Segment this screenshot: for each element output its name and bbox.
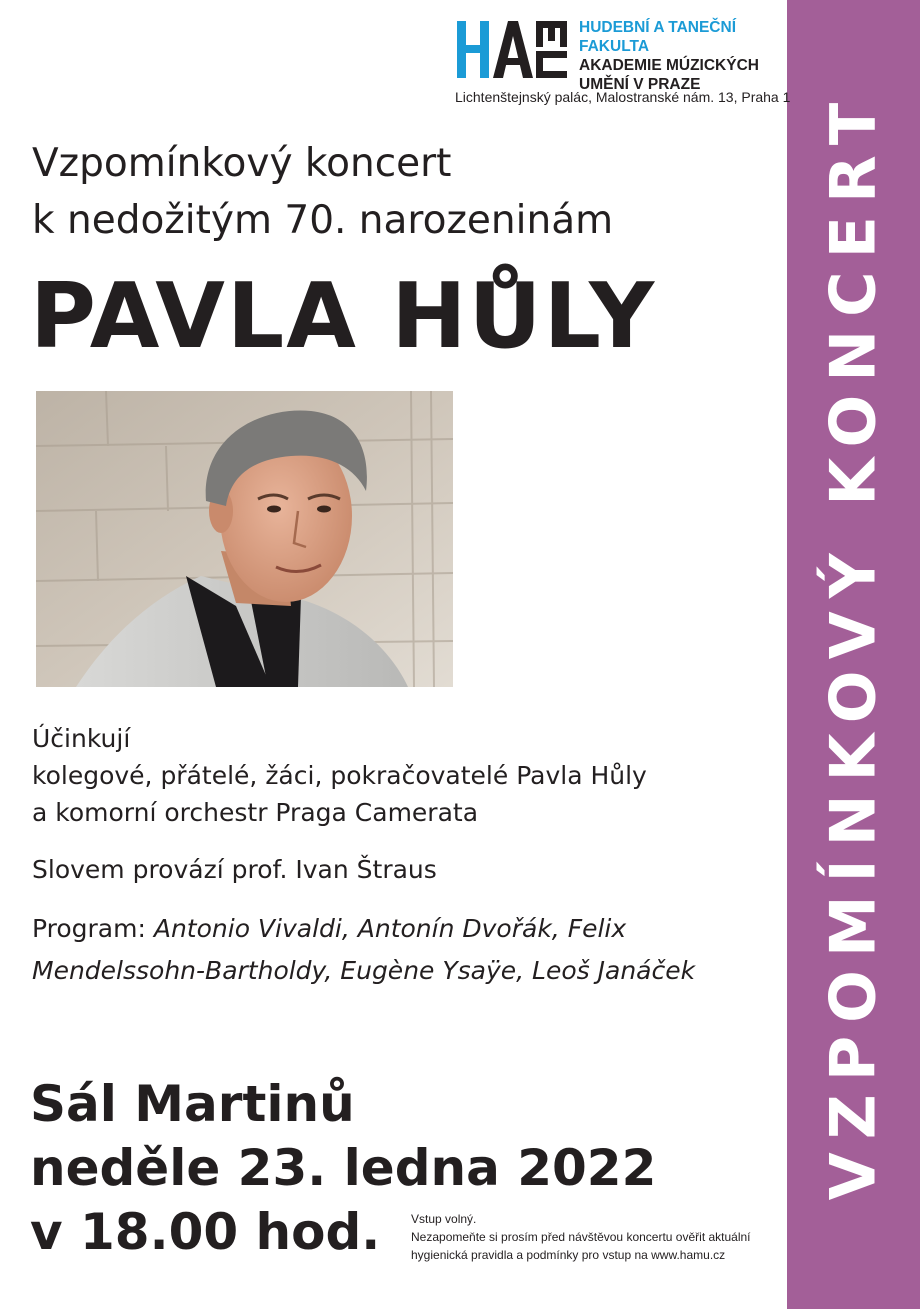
sidebar-title: VZPOMÍNKOVÝ KONCERT <box>816 89 890 1201</box>
honoree-name: PAVLA HŮLY <box>30 264 657 369</box>
hamu-logo <box>457 18 779 93</box>
faculty-line: UMĚNÍ V PRAZE <box>579 76 701 93</box>
concert-date: neděle 23. ledna 2022 <box>30 1139 657 1197</box>
note-line: Vstup volný. <box>411 1212 477 1226</box>
program-block <box>32 908 772 992</box>
performers-line: kolegové, přátelé, žáci, pokračovatelé Pavla Hůly <box>32 761 647 790</box>
subtitle-line: k nedožitým 70. narozeninám <box>32 198 614 243</box>
venue-address: Lichtenštejnský palác, Malostranské nám. 13, Praha 1 <box>455 89 791 105</box>
performers-line: a komorní orchestr Praga Camerata <box>32 798 479 827</box>
program-composers: Antonio Vivaldi, Antonín Dvořák, Felix Mendelssohn-Bartholdy, Eugène Ysaÿe, Leoš Janáček <box>32 914 696 985</box>
program-label: Program: <box>32 914 154 943</box>
performers-heading: Účinkují <box>32 724 131 753</box>
moderator-line: Slovem provází prof. Ivan Štraus <box>32 855 437 884</box>
faculty-line: HUDEBNÍ A TANEČNÍ FAKULTA <box>579 19 737 55</box>
note-line: Nezapomeňte si prosím před návštěvou koncertu ověřit aktuální <box>411 1230 751 1244</box>
performers-block <box>32 720 647 831</box>
subtitle-line: Vzpomínkový koncert <box>32 141 452 186</box>
faculty-line: AKADEMIE MÚZICKÝCH <box>579 57 759 74</box>
concert-subtitle <box>32 135 613 249</box>
concert-time: v 18.00 hod. <box>30 1203 381 1261</box>
venue-hall: Sál Martinů <box>30 1075 355 1133</box>
hamu-logo-mark <box>457 18 569 80</box>
faculty-name <box>579 18 779 94</box>
note-line: hygienická pravidla a podmínky pro vstup na www.hamu.cz <box>411 1248 726 1262</box>
entry-note <box>411 1210 751 1264</box>
portrait-photo <box>36 391 453 687</box>
